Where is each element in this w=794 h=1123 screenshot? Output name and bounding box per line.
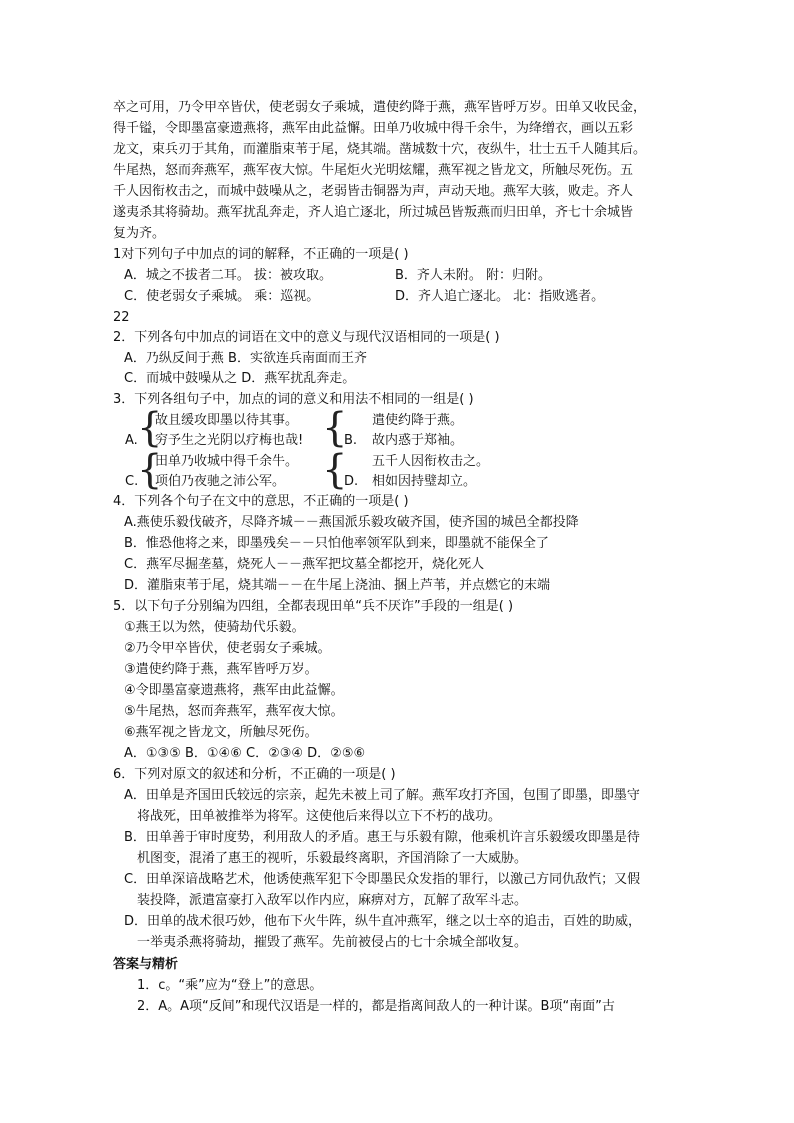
question-1-option-a: A．城之不拔者二耳。 拔：被攻取。 xyxy=(124,268,333,283)
question-3-stem: 3．下列各组句子中，加点的词的意义和用法不相同的一组是( ) xyxy=(113,392,474,407)
question-4-option-c: C．燕军尽掘垄墓，烧死人－－燕军把坟墓全都挖开，烧化死人 xyxy=(124,557,485,572)
passage-line: 龙文，束兵刃于其角，而灌脂束苇于尾，烧其端。凿城数十穴，夜纵牛，壮士五千人随其后。 xyxy=(113,142,647,157)
question-6-stem: 6．下列对原文的叙述和分析，不正确的一项是( ) xyxy=(113,767,396,782)
question-4-option-d: D．灌脂束苇于尾，烧其端－－在牛尾上浇油、捆上芦苇，并点燃它的末端 xyxy=(124,578,551,593)
question-3-b-line-2: 故内惑于郑袖。 xyxy=(372,433,464,448)
question-6-option-d: D．田单的战术很巧妙，他布下火牛阵，纵牛直冲燕军，继之以士卒的追击，百姓的助威， xyxy=(124,914,642,929)
question-2-options-cd: C．而城中鼓噪从之 D．燕军扰乱奔走。 xyxy=(124,371,356,386)
question-3-d-line-2: 相如因持璧却立。 xyxy=(372,474,477,489)
question-3-label-d: D. xyxy=(344,474,359,489)
passage-line: 得千镒，令即墨富豪遗燕将，燕军由此益懈。田单乃收城中得千余牛，为绛缯衣，画以五彩 xyxy=(113,121,634,136)
question-3-b-line-1: 遣使约降于燕。 xyxy=(372,413,464,428)
question-1-stem: 1对下列句子中加点的词的解释，不正确的一项是( ) xyxy=(113,247,409,262)
question-4-option-a: A.燕使乐毅伐破齐，尽降齐城－－燕国派乐毅攻破齐国，使齐国的城邑全都投降 xyxy=(124,515,579,530)
answer-1: 1．c。“乘”应为“登上”的意思。 xyxy=(137,978,323,993)
question-3-a-line-1: 故且缓攻即墨以待其事。 xyxy=(155,413,299,428)
question-3-label-a: A. xyxy=(125,433,138,448)
question-1-option-d: D．齐人追亡逐北。 北：指败逃者。 xyxy=(395,289,605,304)
answer-2: 2．A。A项“反间”和现代汉语是一样的，都是指离间敌人的一种计谋。B项“南面”古 xyxy=(137,999,615,1014)
question-3-c-line-1: 田单乃收城中得千余牛。 xyxy=(155,454,299,469)
left-brace: { xyxy=(322,447,348,493)
question-5-item: ⑤牛尾热，怒而奔燕军，燕军夜大惊。 xyxy=(124,704,344,719)
question-6-option-a: A．田单是齐国田氏较远的宗亲，起先未被上司了解。燕军攻打齐国，包围了即墨，即墨守 xyxy=(124,788,640,803)
question-6-option-b-cont: 机图变，混淆了惠王的视听，乐毅最终离职，齐国消除了一大威胁。 xyxy=(137,851,528,866)
left-brace: { xyxy=(322,405,348,451)
passage-line: 牛尾热，怒而奔燕军，燕军夜大惊。牛尾炬火光明炫耀，燕军视之皆龙文，所触尽死伤。五 xyxy=(113,163,634,178)
question-3-c-line-2: 项伯乃夜驰之沛公军。 xyxy=(155,474,286,489)
question-6-option-c-cont: 装投降，派遣富豪打入敌军以作内应，麻痹对方，瓦解了敌军斗志。 xyxy=(137,893,528,908)
question-5-item: ②乃令甲卒皆伏，使老弱女子乘城。 xyxy=(124,641,331,656)
question-5-item: ①燕王以为然，使骑劫代乐毅。 xyxy=(124,620,305,635)
question-3-label-c: C. xyxy=(125,474,139,489)
passage-line: 卒之可用，乃令甲卒皆伏，使老弱女子乘城，遣使约降于燕，燕军皆呼万岁。田单又收民金， xyxy=(113,100,647,115)
question-6-option-c: C．田单深谙战略艺术，他诱使燕军犯下令即墨民众发指的罪行，以激己方同仇敌忾；又假 xyxy=(124,872,641,887)
question-5-item: ③遣使约降于燕，燕军皆呼万岁。 xyxy=(124,662,318,677)
question-5-item: ④令即墨富豪遗燕将，燕军由此益懈。 xyxy=(124,683,344,698)
left-brace: { xyxy=(137,447,163,493)
question-4-option-b: B．惟恐他将之来，即墨残矣－－只怕他率领军队到来，即墨就不能保全了 xyxy=(124,536,549,551)
question-1-option-c: C．使老弱女子乘城。 乘：巡视。 xyxy=(124,289,320,304)
passage-line: 复为齐。 xyxy=(113,226,166,241)
question-6-option-b: B．田单善于审时度势，利用敌人的矛盾。惠王与乐毅有隙，他乘机许言乐毅缓攻即墨是待 xyxy=(124,830,640,845)
question-6-option-d-cont: 一举夷杀燕将骑劫，摧毁了燕军。先前被侵占的七十余城全部收复。 xyxy=(137,935,528,950)
passage-line: 遂夷杀其将骑劫。燕军扰乱奔走，齐人追亡逐北，所过城邑皆叛燕而归田单，齐七十余城皆 xyxy=(113,205,634,220)
question-4-stem: 4．下列各个句子在文中的意思，不正确的一项是( ) xyxy=(113,494,409,509)
question-3-label-b: B. xyxy=(344,433,358,448)
question-2-stem: 2．下列各句中加点的词语在文中的意义与现代汉语相同的一项是( ) xyxy=(113,330,500,345)
left-brace: { xyxy=(137,405,163,451)
question-2-options-ab: A．乃纵反间于燕 B．实欲连兵南面而王齐 xyxy=(124,351,367,366)
question-1-option-b: B．齐人未附。 附：归附。 xyxy=(395,268,552,283)
passage-line: 千人因衔枚击之，而城中鼓噪从之，老弱皆击铜器为声，声动天地。燕军大骇，败走。齐人 xyxy=(113,184,634,199)
question-5-options: A．①③⑤ B．①④⑥ C．②③④ D．②⑤⑥ xyxy=(124,746,366,761)
stray-number: 22 xyxy=(113,310,130,325)
question-5-item: ⑥燕军视之皆龙文，所触尽死伤。 xyxy=(124,725,318,740)
question-5-stem: 5．以下句子分别编为四组，全都表现田单“兵不厌诈”手段的一组是( ) xyxy=(113,599,514,614)
question-6-option-a-cont: 将战死，田单被推举为将军。这使他后来得以立下不朽的战功。 xyxy=(137,809,502,824)
answers-heading: 答案与精析 xyxy=(113,957,179,972)
question-3-a-line-2: 穷予生之光阴以疗梅也哉! xyxy=(155,433,304,448)
question-3-d-line-1: 五千人因衔枚击之。 xyxy=(372,454,490,469)
